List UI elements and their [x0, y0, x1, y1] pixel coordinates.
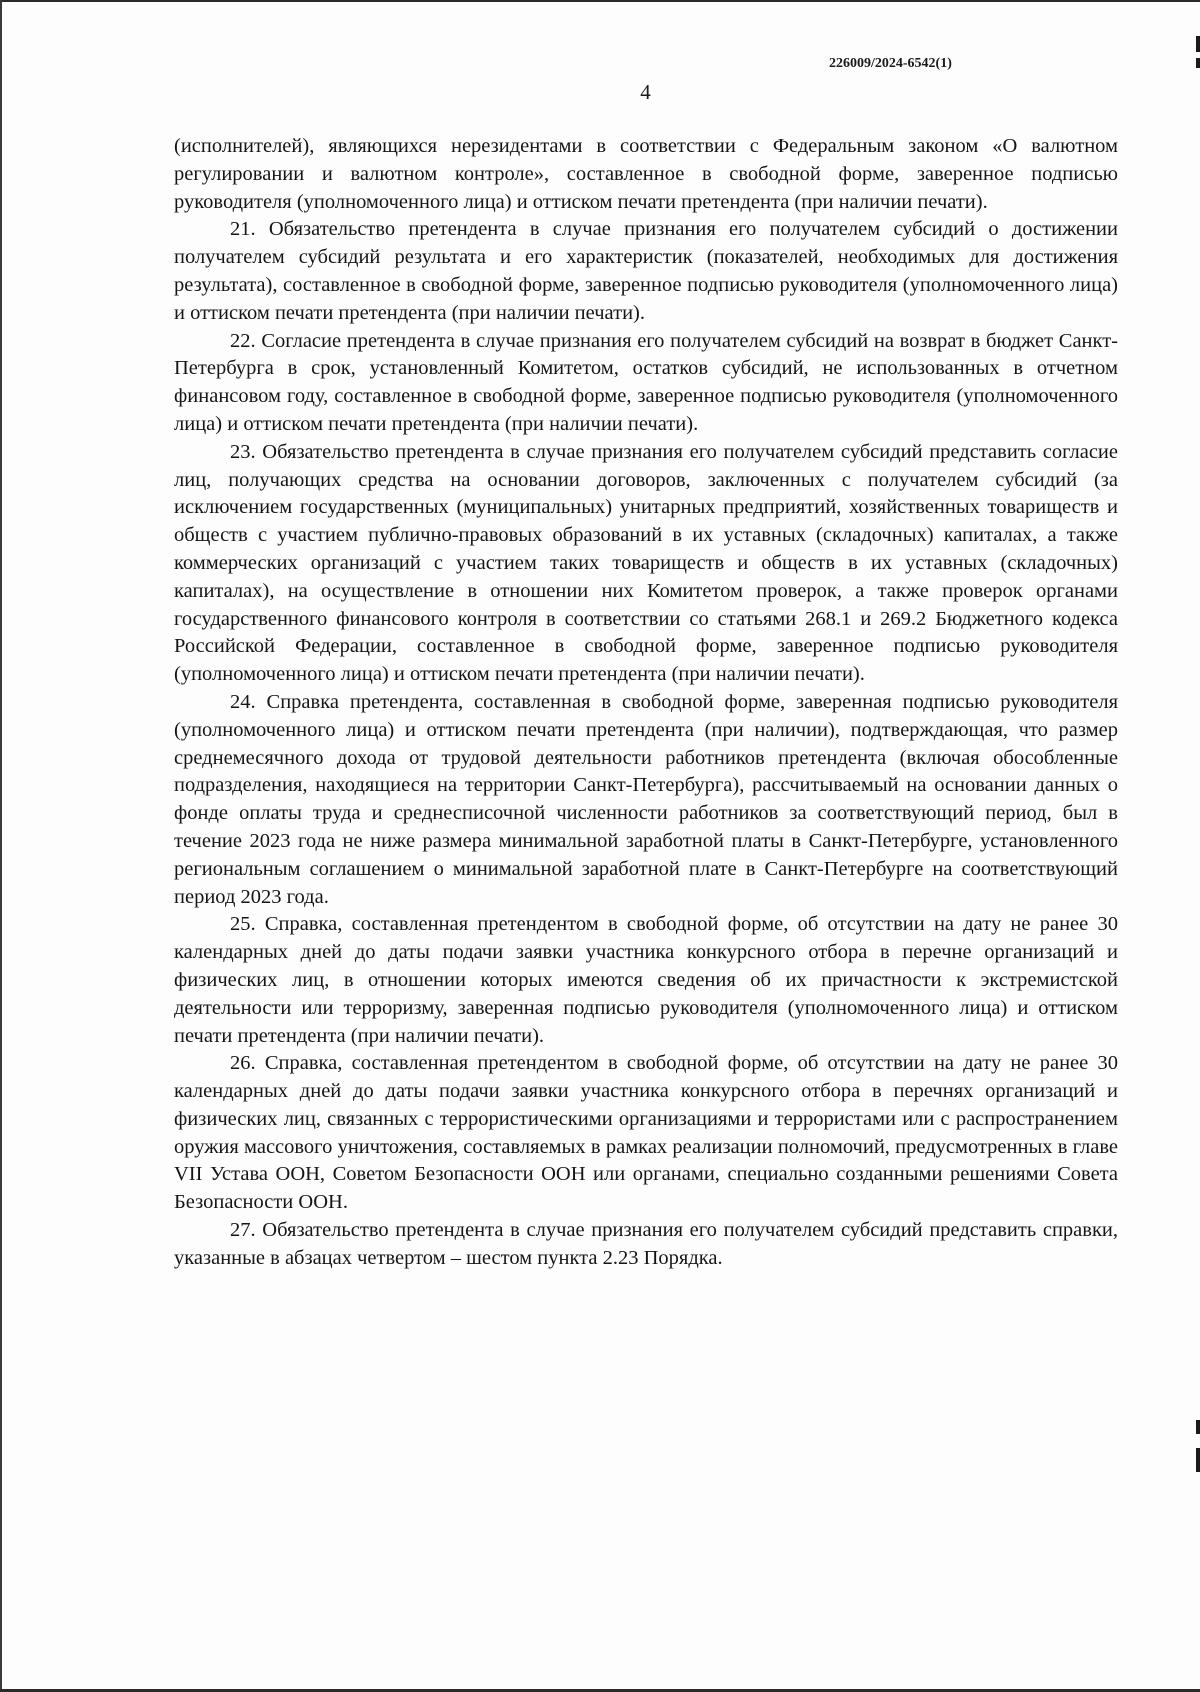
- paragraph-item-26: 26. Справка, составленная претендентом в свободной форме, об отсутствии на дату не ранее 30 календарных дней до даты подачи заявки участника конкурсного отбора в перечнях организаций и физических лиц, связанных с террористическими организациями и террористами или с распространением оружия массового уничтожения, составляемых в рамках реализации полномочий, предусмотренных в главе VII Устава ООН, Советом Безопасности ООН или органами, специально созданными решениями Совета Безопасности ООН.: [174, 1052, 1118, 1214]
- scan-margin-mark: [1196, 58, 1200, 68]
- paragraph-item-21: 21. Обязательство претендента в случае признания его получателем субсидий о достижении получателем субсидий результата и его характеристик (показателей, необходимых для достижения результата), составленное в свободной форме, заверенное подписью руководителя (уполномоченного лица) и оттиском печати претендента (при наличии печати).: [174, 218, 1118, 324]
- scan-edge-top: [0, 0, 1200, 2]
- paragraph-item-27: 27. Обязательство претендента в случае признания его получателем субсидий представить справки, указанные в абзацах четвертом – шестом пункта 2.23 Порядка.: [174, 1219, 1118, 1269]
- paragraph-continuation: (исполнителей), являющихся нерезидентами в соответствии с Федеральным законом «О валютном регулировании и валютном контроле», составленное в свободной форме, заверенное подписью руководителя (уполномоченного лица) и оттиском печати претендента (при наличии печати).: [174, 135, 1118, 213]
- document-registration-number: 226009/2024-6542(1): [829, 56, 952, 71]
- paragraph-item-23: 23. Обязательство претендента в случае признания его получателем субсидий представить согласие лиц, получающих средства на основании договоров, заключенных с получателем субсидий (за исключением государственных (муниципальных) унитарных предприятий, хозяйственных товариществ и обществ с участием публично-правовых образований в их уставных (складочных) капиталах, а также коммерческих организаций с участием таких товариществ и обществ в их уставных (складочных) капиталах), на осуществление в отношении них Комитетом проверок, а также проверок органами государственного финансового контроля в соответствии со статьями 268.1 и 269.2 Бюджетного кодекса Российской Федерации, составленное в свободной форме, заверенное подписью руководителя (уполномоченного лица) и оттиском печати претендента (при наличии печати).: [174, 440, 1118, 686]
- scan-margin-mark: [1196, 1420, 1200, 1434]
- paragraph-item-22: 22. Согласие претендента в случае признания его получателем субсидий на возврат в бюджет Санкт-Петербурга в срок, установленный Комитетом, остатков субсидий, не использованных в отчетном финансовом году, составленное в свободной форме, заверенное подписью руководителя (уполномоченного лица) и оттиском печати претендента (при наличии печати).: [174, 329, 1118, 435]
- scan-margin-mark: [1196, 36, 1200, 52]
- scan-edge-left: [0, 0, 2, 1692]
- page-number: 4: [640, 80, 651, 104]
- scan-margin-mark: [1196, 1448, 1200, 1472]
- paragraph-item-24: 24. Справка претендента, составленная в свободной форме, заверенная подписью руководителя (уполномоченного лица) и оттиском печати претендента (при наличии), подтверждающая, что размер среднемесячного дохода от трудовой деятельности работников претендента (включая обособленные подразделения, находящиеся на территории Санкт-Петербурга), рассчитываемый на основании данных о фонде оплаты труда и среднесписочной численности работников за соответствующий период, был в течение 2023 года не ниже размера минимальной заработной платы в Санкт-Петербурге, установленного региональным соглашением о минимальной заработной плате в Санкт-Петербурге на соответствующий период 2023 года.: [174, 690, 1118, 908]
- paragraph-item-25: 25. Справка, составленная претендентом в свободной форме, об отсутствии на дату не ранее 30 календарных дней до даты подачи заявки участника конкурсного отбора в перечне организаций и физических лиц, в отношении которых имеются сведения об их причастности к экстремистской деятельности или терроризму, заверенная подписью руководителя (уполномоченного лица) и оттиском печати претендента (при наличии печати).: [174, 913, 1118, 1047]
- document-body: [174, 133, 1118, 1273]
